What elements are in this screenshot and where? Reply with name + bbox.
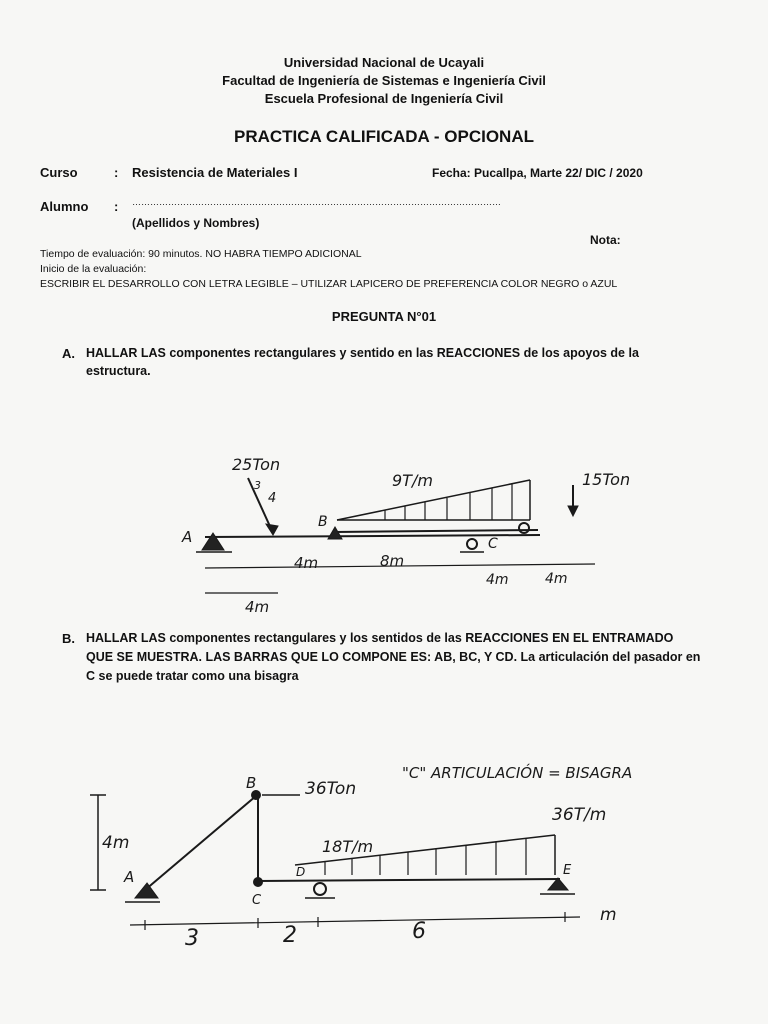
hinge-note: "C" ARTICULACIÓN = BISAGRA [402,764,633,782]
label-d: D [296,865,306,879]
load-15ton: 15Ton [582,470,631,489]
student-label: Alumno [40,199,89,214]
label-c: C [488,536,498,552]
load-36ton: 36Ton [305,779,357,799]
part-a-line1: HALLAR LAS componentes rectangulares y sentido en las REACCIONES de los apoyos de la [86,346,639,360]
dim-2: 2 [283,923,297,948]
faculty-name: Facultad de Ingeniería de Sistemas e Ingeniería Civil [222,73,546,88]
height-4m: 4m [102,833,130,853]
dist-load-36tm: 36T/m [552,805,607,825]
part-a-line2: estructura. [86,364,151,378]
part-b-line1: HALLAR LAS componentes rectangulares y los sentidos de las REACCIONES EN EL ENTRAMADO [86,631,674,645]
dim-4m-top: 4m [294,554,319,572]
exam-date: Fecha: Pucallpa, Marte 22/ DIC / 2020 [432,166,643,180]
start-instruction: Inicio de la evaluación: [40,263,147,275]
school-name: Escuela Profesional de Ingeniería Civil [264,91,504,106]
frame-diagram-b [0,740,768,950]
slope-4: 4 [268,491,277,506]
student-sep: : [114,199,119,214]
dim-3: 3 [185,926,199,950]
course-label: Curso [40,165,78,180]
dist-load-9tm: 9T/m [392,471,433,490]
dim-4m-r2: 4m [545,571,568,587]
question-title: PREGUNTA N°01 [331,309,437,324]
label-a: A [124,868,135,886]
beam-diagram-a [0,440,768,620]
label-e: E [563,863,572,878]
time-instruction: Tiempo de evaluación: 90 minutos. NO HABRA TIEMPO ADICIONAL [40,248,362,260]
part-b-letter: B. [62,631,75,646]
label-b: B [246,774,257,792]
part-a-letter: A. [62,346,75,361]
dim-unit: m [600,905,617,925]
course-value: Resistencia de Materiales I [132,165,298,180]
grade-label: Nota: [590,233,621,247]
label-c: C [252,893,262,908]
student-name-line: …………………………………………………………………………………………………………… [132,197,501,207]
exam-title: PRACTICA CALIFICADA - OPCIONAL [234,127,534,146]
dim-8m: 8m [380,552,405,570]
dist-load-18tm: 18T/m [322,837,374,856]
slope-3: 3 [254,479,261,492]
part-b-line2: QUE SE MUESTRA. LAS BARRAS QUE LO COMPONE ES: AB, BC, Y CD. La articulación del pasador en [86,650,701,664]
label-a: A [182,528,193,546]
dim-4m-bottom: 4m [245,598,270,616]
student-hint: (Apellidos y Nombres) [132,216,260,230]
label-b: B [318,514,328,530]
load-25ton: 25Ton [232,455,281,474]
dim-4m-r1: 4m [486,572,509,588]
write-instruction: ESCRIBIR EL DESARROLLO CON LETRA LEGIBLE – UTILIZAR LAPICERO DE PREFERENCIA COLOR NEGRO o AZUL [40,278,618,290]
part-b-line3: C se puede tratar como una bisagra [86,669,299,683]
course-sep: : [114,165,119,180]
dim-6: 6 [412,919,426,944]
university-name: Universidad Nacional de Ucayali [283,55,485,70]
